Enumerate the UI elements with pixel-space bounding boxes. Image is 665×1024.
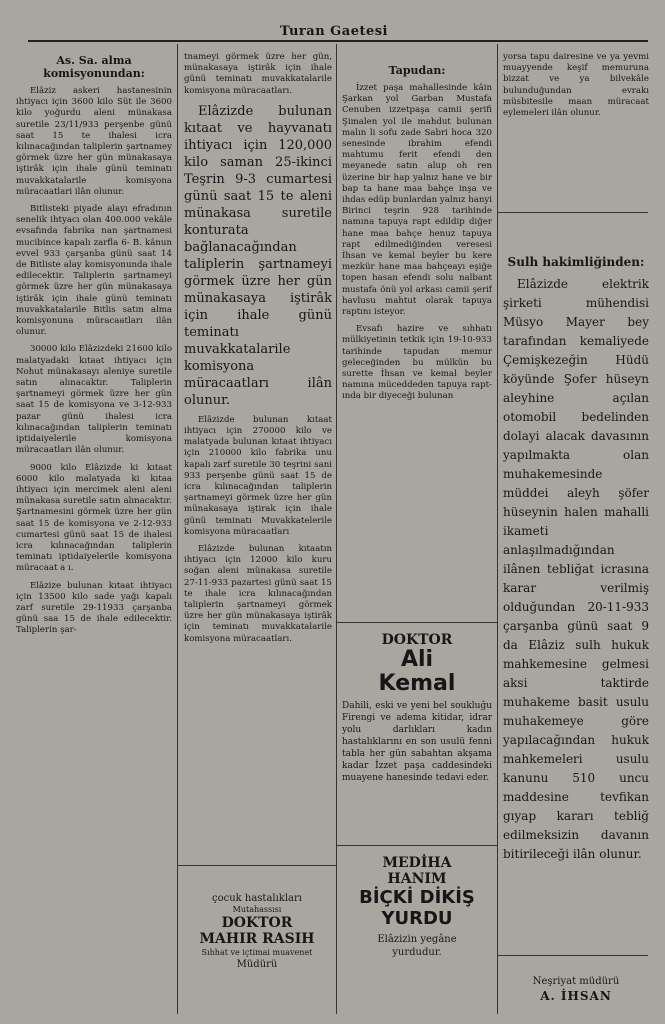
column-3 [342, 60, 492, 620]
section-divider [337, 622, 497, 623]
ad-doktor-ali-kemal [342, 632, 492, 784]
ad-line: DOKTOR [221, 915, 293, 931]
column-4 [503, 252, 649, 942]
section-divider [337, 845, 497, 846]
ad-body: Dahili, eski ve yeni bel soukluğu Firengi ve adema kitidar, idrar yolu darlıkları kadın hastalıklarını en son usulü fenni tabla her gün sabahtan akşama kadar İzzet paşa caddesindeki muayene hanesinde tedavi eder. [342, 701, 492, 783]
ad-line: BİÇKİ DİKİŞ [359, 887, 475, 908]
ad-doktor-mahir-rasih [180, 892, 334, 971]
article-paragraph: Elâzizde bulunan kıtaat ihtiyacı için 270000 kilo ve malatyada bulunan kıtaat ihtiyacı için 210000 kilo fabrika unu kapalı zarf suretile 30 teşrini sani 933 perşenbe günü saat 15 de icra kılınacağından taliplerin şartnameyi görmek üzre her gün münakasaya iştirak için ihale günü teminatı Muvakkatelerile komisyona müracaatları [184, 414, 332, 537]
column-4-top [503, 52, 649, 212]
column-2 [184, 52, 332, 852]
ad-mediha-hanim [340, 855, 494, 959]
article-paragraph: Elâzize bulunan kıtaat ihtiyacı için 13500 kilo sade yağı kapalı zarf suretile 29-11933 çarşanba günü saa 15 de ihale edilecektir. Taliplerin şar- [16, 580, 172, 636]
column-divider [497, 44, 498, 1014]
section-divider [498, 955, 648, 956]
footer-name: A. İHSAN [540, 989, 612, 1003]
ad-line: Kemal [378, 671, 456, 696]
ad-line: Müdürü [236, 959, 278, 970]
ad-line: DOKTOR [381, 632, 453, 648]
column-divider [177, 44, 178, 1014]
ad-line: MAHIR RASIH [199, 931, 315, 947]
article-paragraph: Elâzizde bulunan kıtaatın ihtiyacı için 12000 kilo kuru soğan aleni münakasa suretile 27-11-933 pazartesi günü saat 15 te ihale icra kılınacağından taliplerin şartnameyi görmek üzre her gün münakasaya iştirâk için teminatı muvakkatalarile komisyona müracaatları. [184, 544, 332, 644]
article-paragraph-large: Elâzizde bulunan kıtaat ve hayvanatı ihtiyacı için 120,000 kilo saman 25-ikinci Teşrin 9-3 cumartesi günü saat 15 te aleni münakasa suretile konturata bağlanacağından taliplerin şartnameyi görmek üzre her gün münakasaya iştirâk için ihale günü teminatı muvakkatalarile komisyona müracaatları ilân olunur. [184, 103, 332, 408]
top-rule [28, 40, 648, 42]
ad-line: Sıhhat ve içtimai muavenet [201, 948, 313, 957]
ad-line: Mutahassısı [232, 905, 282, 914]
ad-line: Elâzizin yegâne [377, 934, 457, 945]
saman-announcement [184, 103, 332, 409]
article-paragraph: yorsa tapu dairesine ve ya yevmi muayyende keşif memuruna bizzat ve ya bilvekâle bulunduğundan evrakı müsbitesile maan müracaat eylemeleri ilân olunur. [503, 52, 649, 119]
column-1 [16, 50, 172, 1010]
article-paragraph: İzzet paşa mahallesinde kâin Şarkan yol Garban Mustafa Cenuben izzetpaşa camii şerifi Şimalen yol ile mahdut bulunan malın li sofu zade Sabri hoca 320 senesinde ibrahim efendi mahtumu ferit efendi den meyanede satın alup oh ren üzerine bir hap yalnız hane ve bir bap ta hane maa bahçe inşa ve ihdas edüp bunlardan yalnız hanyi Birinci teşrin 928 tarihinde namına tapuya rapt edildip diğer hane maa bahçe henuz tapuya rapt edilmediğinden veresesi İhsan ve kemal beyler bu kere mezkür hane maa bahçeayı eşiğe topen hasan efendi solu nalbant mustafa önü yol arkası camii şerif havlusu mahtut olarak tapuya raptını isteyor. [342, 83, 492, 318]
ad-line: YURDU [381, 908, 453, 929]
footer-title: Neşriyat müdürü [532, 976, 620, 987]
sulh-announcement [503, 275, 649, 864]
ad-line: MEDİHA [382, 855, 452, 871]
footer-editor [503, 975, 649, 1004]
column-3-heading: Tapudan: [388, 64, 446, 77]
ad-line: HANIM [387, 871, 447, 887]
article-paragraph: tnameyi görmek üzre her gün, münakasaya iştirâk için ihale günü teminatı muvakkatalarile komisyona müracaatları. [184, 52, 332, 96]
section-divider [178, 865, 336, 866]
column-4-heading: Sulh hakimliğinden: [507, 255, 645, 269]
newspaper-title: Turan Gaetesi [279, 24, 388, 39]
column-1-heading: As. Sa. alma komisyonundan: [43, 54, 145, 80]
article-paragraph: Elâziz askeri hastanesinin ihtiyacı için 3600 kilo Süt ile 3600 kilo yoğurdu aleni münakasa suretile 23/11/933 perşenbe günü saat 15 te ihalesi icra kılınacağından taliplerin şartnamey görmek üzre her gün münakasaya iştirâk için ihale günü teminatı muvakkatalarile komisyona müracaatlari ilân olunur. [16, 86, 172, 197]
article-paragraph: 9000 kilo Elâzizde ki kıtaat 6000 kilo malatyada ki kıtaa ihtiyacı için mercimek aleni aleni münakasa suretile satın alınacaktır. Şartnamesini görmek üzre her gün saat 15 de komisyona ve 2-12-933 cumartesi günü saat 15 de ihalesi icra kılınacağından taliplerin teminatı iptidaiyelerile komisyona müracaat a ı. [16, 462, 172, 574]
column-divider [336, 44, 337, 1014]
article-paragraph: Evsafı hazire ve sıhhatı mülkiyetinin tetkik için 19-10-933 tarihinde tapudan memur geleceğinden bu mülkün bu surette İhsan ve kemal beyler namına müceddeden tapuya rapt- ında bir diyeceği bulunan [342, 324, 492, 402]
article-paragraph-large: Elâzizde elektrik şirketi mühendisi Müsyo Mayer bey tarafından kemaliyede Çemişkezeğin Hüdü köyünde Şofer hüseyn aleyhine açılan otomobil bedelinden dolayi alacak davasının yapılmakta olan muhakemesinde müddei aleyh şöfer hüseynin halen mahalli ikameti anlaşılmadığından ilânen tebliğat icrasına karar verilmiş olduğundan 20-11-933 çarşanba günü saat 9 da Elâziz sulh hukuk mahkemesine gelmesi aksi taktirde muhakeme basit usulu muhakemeye göre yapılacağından hukuk mahkemeleri usulu kanunu 510 uncu maddesine tevfikan gıyap kararı tebliğ edilmeksizin davanın bitirileceği ilân olunur. [503, 277, 649, 861]
article-paragraph: Bitlisteki piyade alayı efradının senelik ihtyacı olan 400.000 vekâle evsafında fabrika nan şartnamesi mucibince kapalı zarfla 6- B. kânun evvel 933 çarşanba günü saat 14 de Bitliste alay komisyonunda ihale edilecektir. Taliplerin şartnameyi görmek üzre her gün münakasaya iştirâk için ihale günü teminatı muvakkatalarile Bitlis satın alma komisyonuna müracaatları ilân olunur. [16, 204, 172, 338]
section-divider [498, 212, 648, 213]
ad-line: çocuk hastalıkları [211, 893, 302, 904]
article-paragraph: 30000 kilo Elâzizdeki 21600 kilo malatyadaki kıtaat ihtiyacı için Nohut münakasayı aleniye suretile satın alınacaktır. Taliplerin şartnameyi görmek üzre her gün saat 15 de komisyona ve 3-12-933 pazar günü ihalesi icra kılınacağından taliplerin teminatı iptidaiyelerile komisyona müracaatları ilân olunur. [16, 344, 172, 456]
ad-line: yurdudur. [392, 947, 442, 958]
ad-line: Ali [400, 647, 434, 672]
